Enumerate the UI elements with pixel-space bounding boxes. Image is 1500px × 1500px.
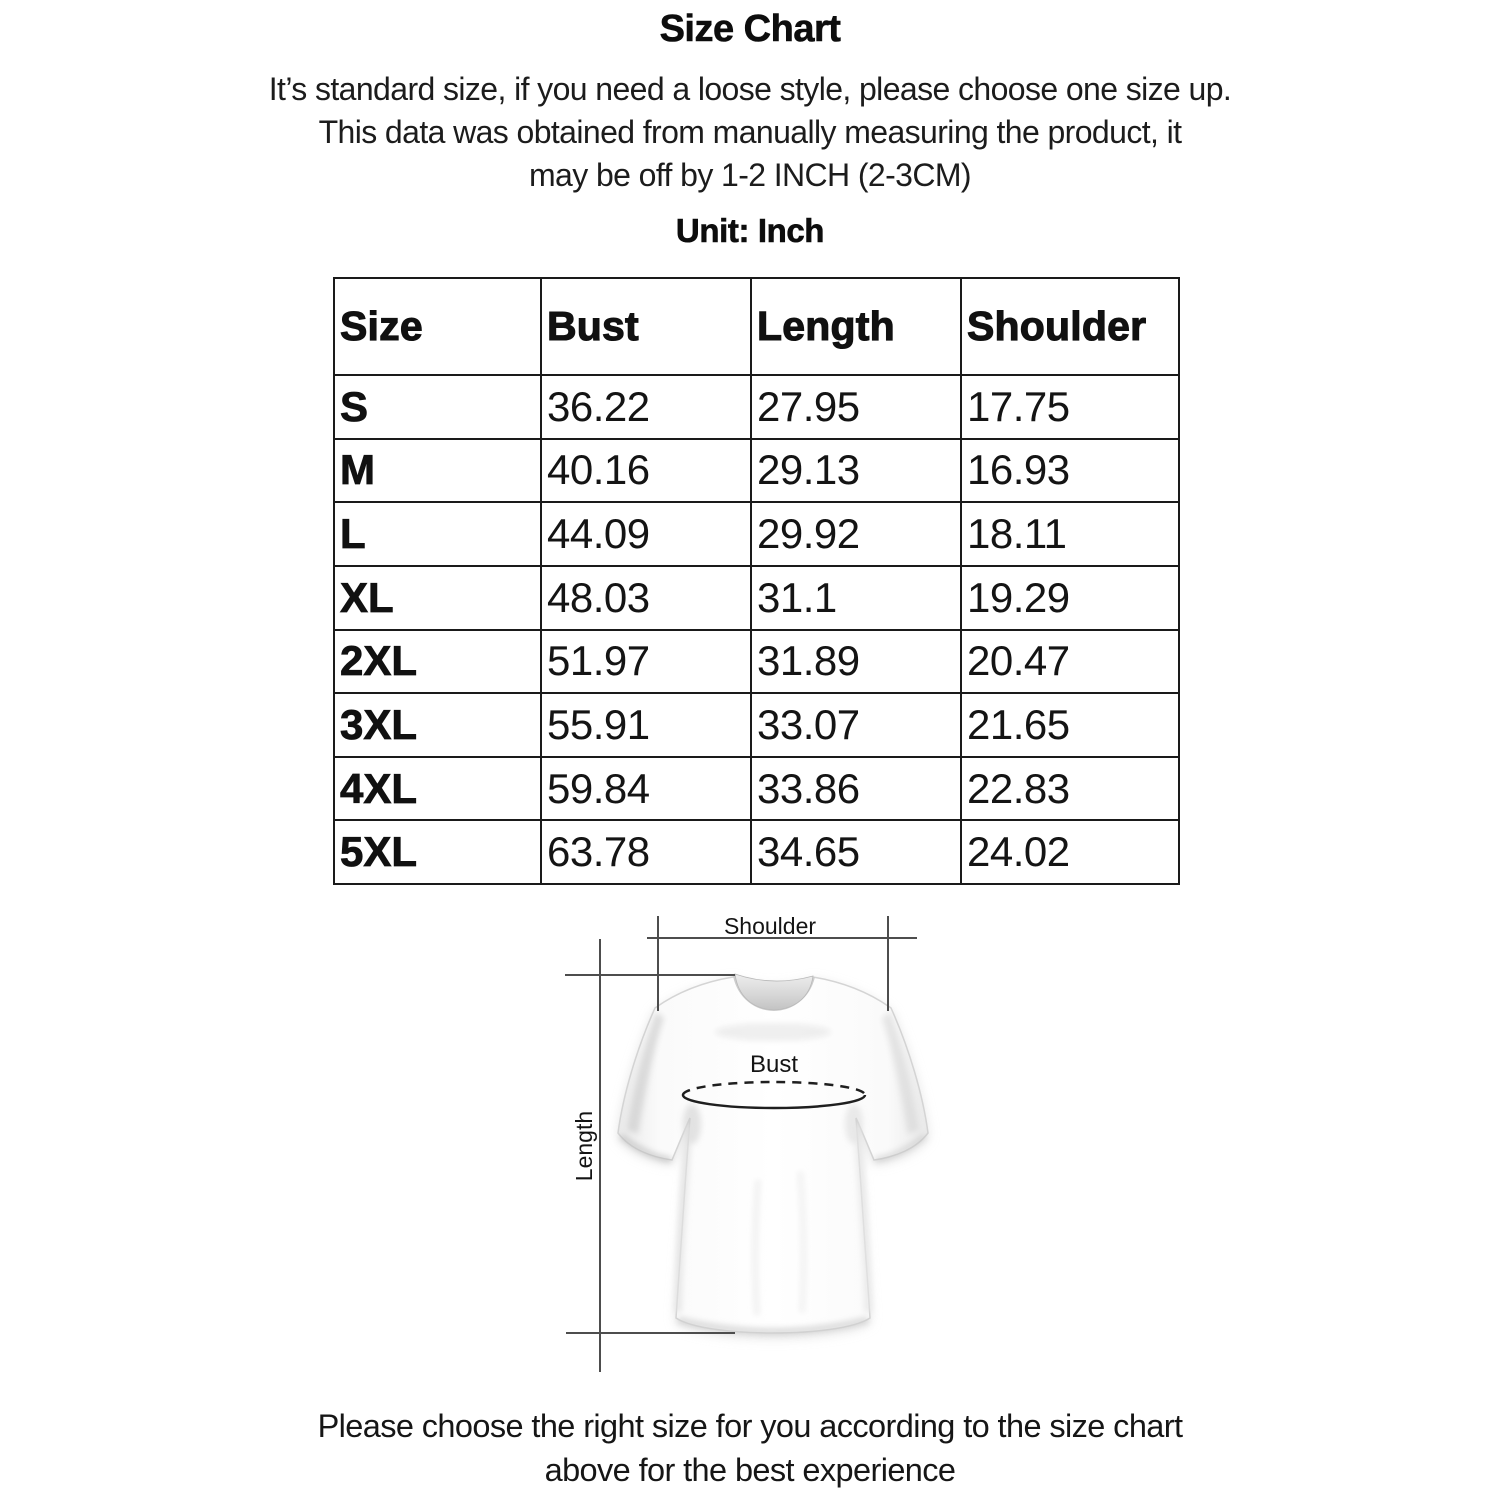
shoulder-cell: 18.11 — [961, 502, 1179, 566]
footer-line-1: Please choose the right size for you according to the size chart — [317, 1408, 1183, 1444]
column-header-size: Size — [334, 278, 541, 375]
footer-note — [0, 1404, 1500, 1492]
tshirt-illustration — [618, 974, 928, 1337]
unit-heading: Unit: Inch — [675, 212, 825, 249]
table-row — [334, 502, 1179, 566]
length-cell: 31.1 — [751, 566, 961, 630]
length-cell: 27.95 — [751, 375, 961, 439]
measurement-diagram — [540, 895, 990, 1395]
intro-line-2: This data was obtained from manually measuring the product, it — [318, 114, 1182, 150]
table-row — [334, 630, 1179, 694]
size-table — [333, 277, 1180, 885]
shoulder-cell: 19.29 — [961, 566, 1179, 630]
bust-cell: 59.84 — [541, 757, 751, 821]
length-cell: 34.65 — [751, 820, 961, 884]
length-cell: 33.86 — [751, 757, 961, 821]
bust-measure-label: Bust — [749, 1051, 799, 1078]
table-header-row — [334, 278, 1179, 375]
table-row — [334, 566, 1179, 630]
size-cell: 2XL — [334, 630, 541, 694]
shoulder-cell: 17.75 — [961, 375, 1179, 439]
size-cell: 3XL — [334, 693, 541, 757]
size-cell: L — [334, 502, 541, 566]
table-row — [334, 757, 1179, 821]
length-cell: 31.89 — [751, 630, 961, 694]
length-cell: 29.13 — [751, 439, 961, 503]
bust-cell: 55.91 — [541, 693, 751, 757]
bust-cell: 44.09 — [541, 502, 751, 566]
size-cell: XL — [334, 566, 541, 630]
shoulder-cell: 21.65 — [961, 693, 1179, 757]
length-cell: 29.92 — [751, 502, 961, 566]
table-row — [334, 439, 1179, 503]
column-header-shoulder: Shoulder — [961, 278, 1179, 375]
intro-text — [0, 68, 1500, 197]
bust-cell: 63.78 — [541, 820, 751, 884]
size-cell: 4XL — [334, 757, 541, 821]
bust-cell: 36.22 — [541, 375, 751, 439]
size-cell: 5XL — [334, 820, 541, 884]
table-row — [334, 693, 1179, 757]
shoulder-cell: 22.83 — [961, 757, 1179, 821]
intro-line-3: may be off by 1-2 INCH (2-3CM) — [529, 157, 971, 193]
column-header-bust: Bust — [541, 278, 751, 375]
bust-cell: 51.97 — [541, 630, 751, 694]
bust-cell: 48.03 — [541, 566, 751, 630]
table-row — [334, 820, 1179, 884]
intro-line-1: It’s standard size, if you need a loose style, please choose one size up. — [268, 71, 1232, 107]
table-row — [334, 375, 1179, 439]
length-measure-label: Length — [571, 1110, 597, 1182]
column-header-length: Length — [751, 278, 961, 375]
shoulder-cell: 24.02 — [961, 820, 1179, 884]
shoulder-cell: 16.93 — [961, 439, 1179, 503]
shoulder-cell: 20.47 — [961, 630, 1179, 694]
bust-cell: 40.16 — [541, 439, 751, 503]
shoulder-measure-label: Shoulder — [723, 913, 817, 939]
footer-line-2: above for the best experience — [544, 1452, 956, 1488]
page-title: Size Chart — [659, 8, 841, 50]
size-cell: S — [334, 375, 541, 439]
length-cell: 33.07 — [751, 693, 961, 757]
size-cell: M — [334, 439, 541, 503]
